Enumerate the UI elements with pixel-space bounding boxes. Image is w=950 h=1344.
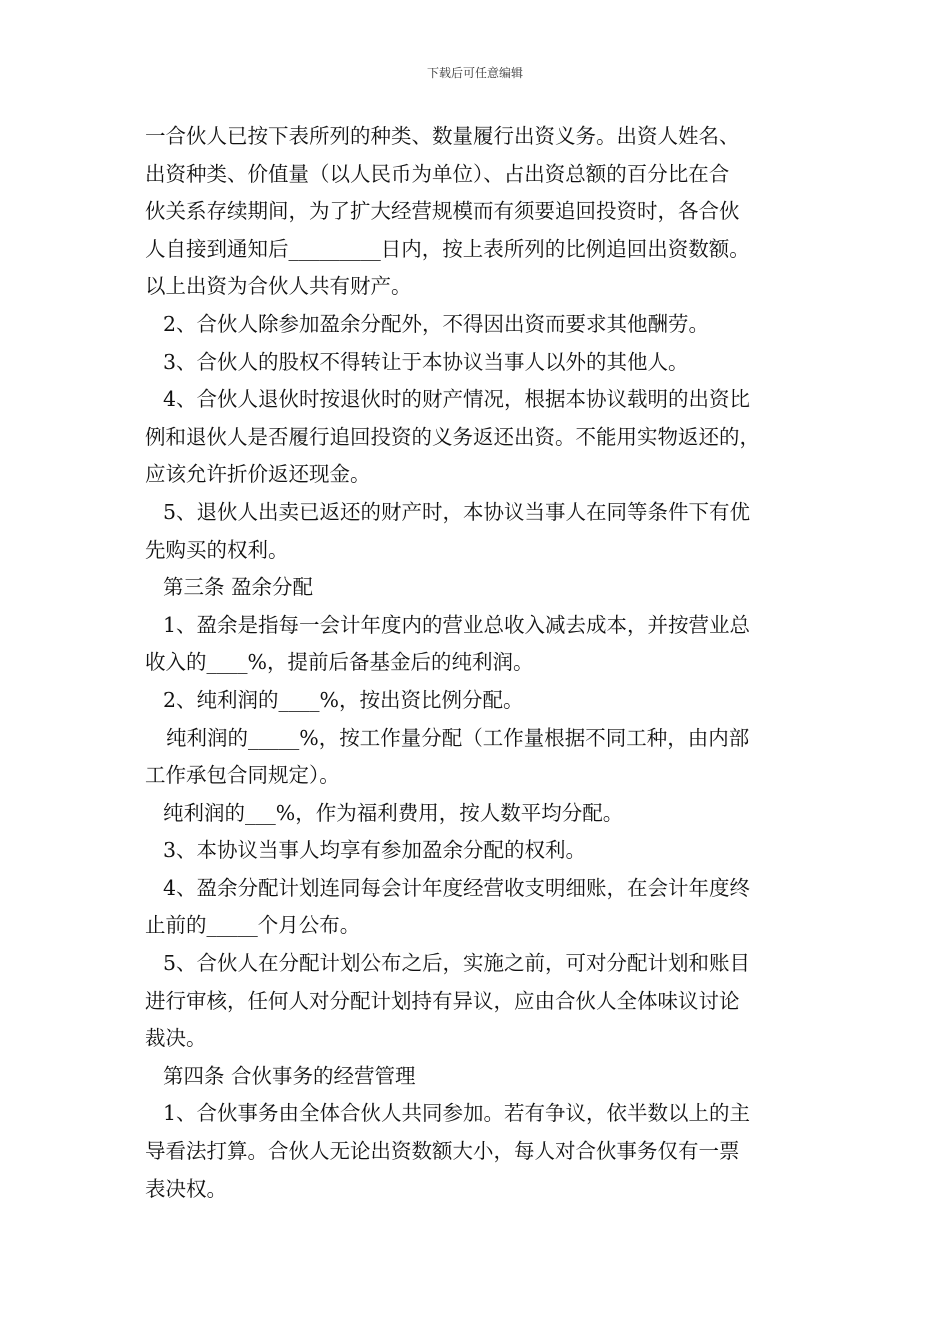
document-body [145,118,815,1208]
text-line: 人自接到通知后_________日内，按上表所列的比例追回出资数额。 [145,236,750,261]
text-line: 3、本协议当事人均享有参加盈余分配的权利。 [163,838,587,863]
text-line: 工作承包合同规定）。 [145,763,340,788]
text-line: 止前的_____个月公布。 [145,913,361,938]
text-line: 5、退伙人出卖已返还的财产时，本协议当事人在同等条件下有优 [163,499,751,524]
text-line: 纯利润的_____%，按工作量分配（工作量根据不同工种，由内部 [166,725,750,750]
page-header: 下载后可任意编辑 [426,66,523,80]
text-line: 收入的____%，提前后备基金后的纯利润。 [145,650,534,675]
text-line: 1、合伙事务由全体合伙人共同参加。若有争议，依半数以上的主 [163,1101,751,1126]
section-heading: 第四条 合伙事务的经营管理 [163,1063,416,1088]
text-line: 4、合伙人退伙时按退伙时的财产情况，根据本协议载明的出资比 [163,387,751,412]
text-line: 表决权。 [145,1176,227,1201]
text-line: 4、盈余分配计划连同每会计年度经营收支明细账，在会计年度终 [163,875,751,900]
text-line: 5、合伙人在分配计划公布之后，实施之前，可对分配计划和账目 [163,951,751,976]
text-line: 纯利润的___%，作为福利费用，按人数平均分配。 [163,800,624,825]
text-line: 2、合伙人除参加盈余分配外，不得因出资而要求其他酬劳。 [163,311,710,336]
text-line: 一合伙人已按下表所列的种类、数量履行出资义务。出资人姓名、 [145,124,740,148]
text-line: 裁决。 [145,1026,207,1051]
section-heading: 第三条 盈余分配 [163,575,314,600]
text-line: 例和退伙人是否履行追回投资的义务返还出资。不能用实物返还的， [145,424,760,449]
text-line: 出资种类、价值量（以人民币为单位）、占出资总额的百分比在合 [145,161,730,186]
text-line: 先购买的权利。 [145,537,289,562]
text-line: 伙关系存续期间，为了扩大经营规模而有须要追回投资时，各合伙 [145,199,740,224]
text-line: 应该允许折价返还现金。 [145,462,371,487]
text-line: 2、纯利润的____%，按出资比例分配。 [163,687,524,712]
text-line: 1、盈余是指每一会计年度内的营业总收入减去成本，并按营业总 [163,612,751,637]
text-line: 进行审核，任何人对分配计划持有异议，应由合伙人全体味议讨论 [145,988,740,1013]
text-line: 3、合伙人的股权不得转让于本协议当事人以外的其他人。 [163,349,689,374]
text-line: 以上出资为合伙人共有财产。 [145,274,412,299]
text-line: 导看法打算。合伙人无论出资数额大小，每人对合伙事务仅有一票 [145,1139,740,1164]
